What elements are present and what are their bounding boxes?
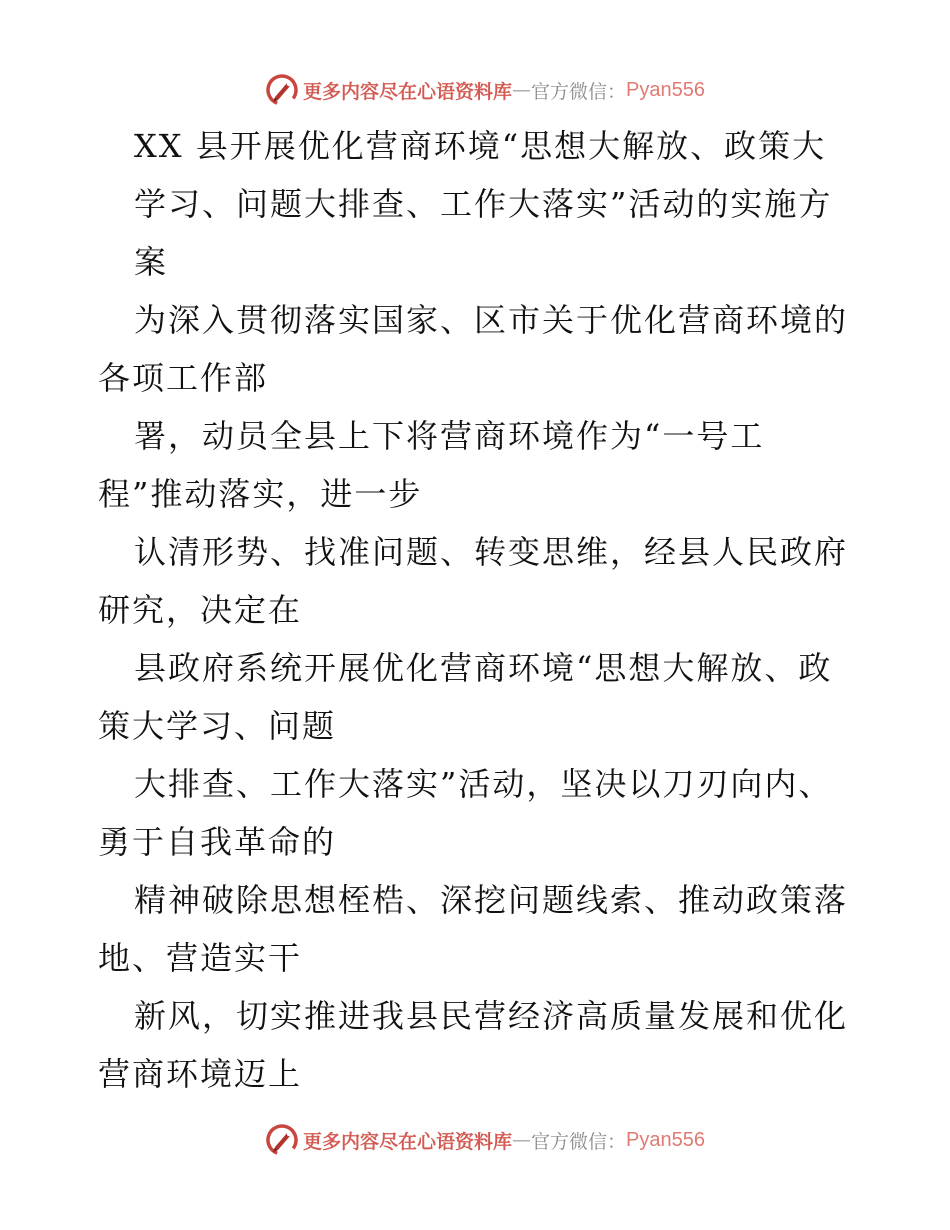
footer-banner [0,1120,950,1160]
banner-dash: — [512,1129,532,1151]
doc-line: 案 [134,243,169,281]
doc-line: 大排查、工作大落实”活动，坚决以刀刃向内、 [134,765,833,803]
doc-line: XX 县开展优化营商环境“思想大解放、政策大 [134,127,827,165]
doc-line: 新风，切实推进我县民营经济高质量发展和优化 [134,997,849,1035]
brand-text: 更多内容尽在心语资料库 [303,1130,513,1153]
doc-line: 县政府系统开展优化营商环境“思想大解放、政 [134,649,833,687]
header-banner [0,70,950,110]
doc-line: 营商环境迈上 [98,1055,303,1093]
wechat-id: Pyan556 [626,1128,705,1151]
doc-line: 学习、问题大排查、工作大落实”活动的实施方 [134,185,833,223]
footer-banner-content [265,1123,705,1157]
doc-line: 程”推动落实，进一步 [98,475,423,513]
banner-dash: — [512,79,532,101]
doc-line: 为深入贯彻落实国家、区市关于优化营商环境的 [134,301,849,339]
wechat-label: 官方微信： [531,80,627,103]
wechat-id: Pyan556 [626,78,705,101]
pen-circle-logo-icon [265,73,299,107]
doc-line: 地、营造实干 [98,939,303,977]
doc-line: 策大学习、问题 [98,707,337,745]
pen-circle-logo-icon [265,1123,299,1157]
brand-text: 更多内容尽在心语资料库 [303,80,513,103]
header-banner-content [265,73,705,107]
doc-line: 各项工作部 [98,359,269,397]
doc-line: 精神破除思想桎梏、深挖问题线索、推动政策落 [134,881,849,919]
doc-line: 署，动员全县上下将营商环境作为“一号工 [134,417,765,455]
doc-line: 研究，决定在 [98,591,303,629]
doc-line: 勇于自我革命的 [98,823,337,861]
wechat-label: 官方微信： [531,1130,627,1153]
doc-line: 认清形势、找准问题、转变思维，经县人民政府 [134,533,849,571]
